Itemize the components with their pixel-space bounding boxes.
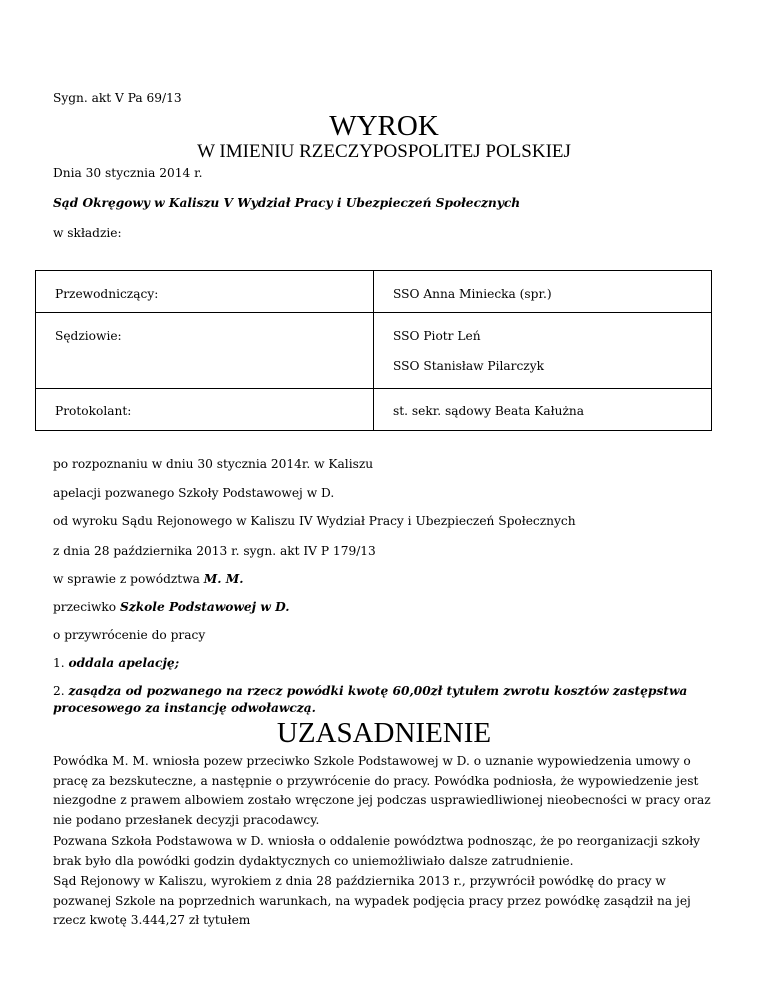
proceedings-line-3: od wyroku Sądu Rejonowego w Kaliszu IV Wydział Pracy i Ubezpieczeń Społecznych <box>53 514 576 528</box>
plaintiff-name: M. M. <box>203 572 244 586</box>
chair-name: SSO Anna Miniecka (spr.) <box>374 271 712 313</box>
judge-1: SSO Piotr Leń <box>393 329 481 343</box>
ruling-item-2-number: 2. <box>53 684 65 698</box>
justification-paragraph-2: Pozwana Szkoła Podstawowa w D. wniosła o oddalenie powództwa podnosząc, że po reorganizacji szkoły brak było dla powódki godzin dydaktycznych co uniemożliwiało dalsze zatrudnienie. <box>53 834 701 868</box>
ruling-item-1-text: oddala apelację; <box>68 656 180 670</box>
document-title: WYROK <box>329 110 439 142</box>
proceedings-line-2: apelacji pozwanego Szkoły Podstawowej w D. <box>53 486 335 500</box>
chair-label: Przewodniczący: <box>36 271 374 313</box>
justification-paragraph-1: Powódka M. M. wniosła pozew przeciwko Szkole Podstawowej w D. o uznanie wypowiedzenia umowy o pracę za bezskuteczne, a następnie o przywrócenie do pracy. Powódka podniosła, że wypowiedzenie jest niezgodne z prawem albowiem zostało wręczone jej podczas usprawiedliwionej nieobecności w pracy oraz nie podano przesłanek decyzji pracodawcy. <box>53 754 711 827</box>
ruling-item-2 <box>53 683 715 717</box>
ruling-item-2-text: zasądza od pozwanego na rzecz powódki kwotę 60,00zł tytułem zwrotu kosztów zastępstwa procesowego za instancję odwoławczą. <box>53 684 688 715</box>
case-signature: Sygn. akt V Pa 69/13 <box>53 91 182 105</box>
judges-cell <box>374 313 712 389</box>
proceedings-line-4: z dnia 28 października 2013 r. sygn. akt IV P 179/13 <box>53 544 376 558</box>
court-name: Sąd Okręgowy w Kaliszu V Wydział Pracy i Ubezpieczeń Społecznych <box>53 196 521 210</box>
court-composition-table <box>35 270 712 431</box>
ruling-item-1 <box>53 655 179 671</box>
document-subtitle: W IMIENIU RZECZYPOSPOLITEJ POLSKIEJ <box>197 141 571 162</box>
proceedings-line-5 <box>53 571 244 587</box>
defendant-prefix: przeciwko <box>53 600 117 614</box>
ruling-item-1-number: 1. <box>53 656 65 670</box>
defendant-name: Szkole Podstawowej w D. <box>120 600 290 614</box>
clerk-name: st. sekr. sądowy Beata Kałużna <box>374 389 712 431</box>
proceedings-line-6 <box>53 599 289 615</box>
plaintiff-prefix: w sprawie z powództwa <box>53 572 200 586</box>
clerk-label: Protokolant: <box>36 389 374 431</box>
justification-paragraph-3: Sąd Rejonowy w Kaliszu, wyrokiem z dnia 28 października 2013 r., przywrócił powódkę do pracy w pozwanej Szkole na poprzednich warunkach, na wypadek podjęcia pracy przez powódkę zasądził na jej rzecz kwotę 3.444,27 zł tytułem <box>53 874 691 927</box>
judges-label: Sędziowie: <box>36 313 374 389</box>
justification-title: UZASADNIENIE <box>276 717 492 749</box>
composition-label: w składzie: <box>53 226 122 240</box>
proceedings-line-7: o przywrócenie do pracy <box>53 628 206 642</box>
judgment-date: Dnia 30 stycznia 2014 r. <box>53 166 203 180</box>
proceedings-line-1: po rozpoznaniu w dniu 30 stycznia 2014r. w Kaliszu <box>53 457 374 471</box>
judge-2: SSO Stanisław Pilarczyk <box>393 359 544 373</box>
